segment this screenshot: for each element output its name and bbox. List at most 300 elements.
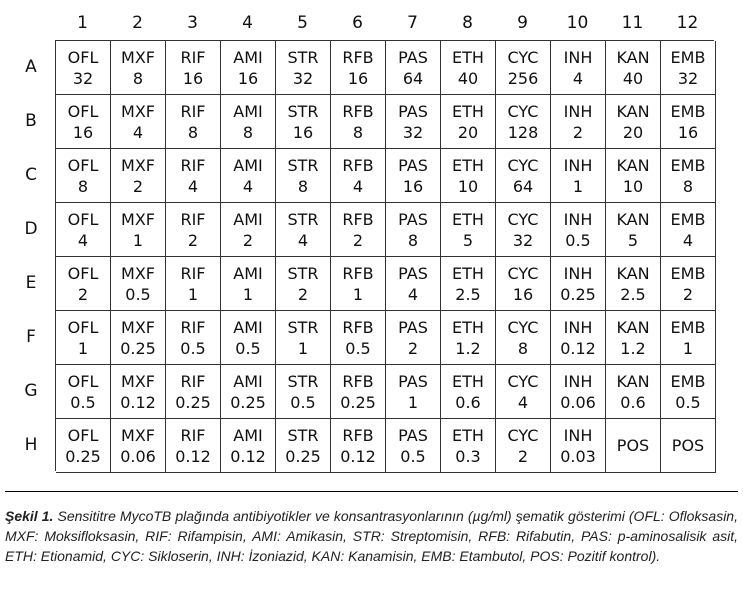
well-concentration: 4 <box>517 392 529 412</box>
well-concentration: 0.12 <box>230 446 266 466</box>
row-header-D: D <box>24 219 38 239</box>
well-drug: CYC <box>507 317 539 337</box>
well-concentration: 8 <box>682 176 694 196</box>
well-B7 <box>386 95 441 149</box>
well-concentration: 0.25 <box>65 446 101 466</box>
well-concentration: 4 <box>572 68 584 88</box>
well-drug: RFB <box>342 47 374 67</box>
well-B10 <box>551 95 606 149</box>
well-concentration: 4 <box>352 176 364 196</box>
well-drug: STR <box>287 47 319 67</box>
well-F4 <box>221 311 276 365</box>
well-concentration: 1 <box>682 338 694 358</box>
well-G10 <box>551 365 606 419</box>
well-drug: CYC <box>507 47 539 67</box>
well-concentration: 1 <box>242 284 254 304</box>
well-A12 <box>661 41 716 95</box>
well-drug: AMI <box>233 101 263 121</box>
column-header-row <box>55 10 715 36</box>
well-A9 <box>496 41 551 95</box>
well-drug: EMB <box>670 209 706 229</box>
well-concentration: 1 <box>132 230 144 250</box>
well-A3 <box>166 41 221 95</box>
well-drug: OFL <box>67 47 99 67</box>
well-drug: MXF <box>121 47 155 67</box>
well-concentration: 0.25 <box>560 284 596 304</box>
well-drug: AMI <box>233 371 263 391</box>
well-concentration: 16 <box>677 122 699 142</box>
well-drug: ETH <box>452 371 484 391</box>
well-D12 <box>661 203 716 257</box>
well-concentration: 4 <box>242 176 254 196</box>
well-H7 <box>386 419 441 473</box>
well-H12 <box>661 419 716 473</box>
well-A11 <box>606 41 661 95</box>
column-header-3: 3 <box>187 13 198 33</box>
well-drug: EMB <box>670 155 706 175</box>
well-F11 <box>606 311 661 365</box>
well-concentration: 2 <box>242 230 254 250</box>
well-concentration: 8 <box>242 122 254 142</box>
well-concentration: 32 <box>677 68 699 88</box>
well-drug: KAN <box>616 101 650 121</box>
row-header-G: G <box>24 381 38 401</box>
well-H6 <box>331 419 386 473</box>
well-A10 <box>551 41 606 95</box>
well-drug: EMB <box>670 371 706 391</box>
well-drug: OFL <box>67 371 99 391</box>
well-concentration: 20 <box>457 122 479 142</box>
well-E7 <box>386 257 441 311</box>
well-E12 <box>661 257 716 311</box>
well-C1 <box>56 149 111 203</box>
well-C2 <box>111 149 166 203</box>
well-drug: OFL <box>67 263 99 283</box>
well-concentration: 1.2 <box>455 338 481 358</box>
well-E4 <box>221 257 276 311</box>
column-header-4: 4 <box>242 13 253 33</box>
well-C4 <box>221 149 276 203</box>
well-drug: MXF <box>121 371 155 391</box>
well-drug: RIF <box>180 209 206 229</box>
well-drug: PAS <box>398 209 428 229</box>
well-D7 <box>386 203 441 257</box>
well-concentration: 4 <box>407 284 419 304</box>
well-D4 <box>221 203 276 257</box>
well-drug: PAS <box>398 317 428 337</box>
well-G7 <box>386 365 441 419</box>
well-drug: AMI <box>233 209 263 229</box>
well-drug: ETH <box>452 209 484 229</box>
well-G4 <box>221 365 276 419</box>
column-header-6: 6 <box>352 13 363 33</box>
well-G12 <box>661 365 716 419</box>
well-drug: CYC <box>507 371 539 391</box>
well-drug: RFB <box>342 317 374 337</box>
well-C6 <box>331 149 386 203</box>
well-E3 <box>166 257 221 311</box>
well-concentration: 2.5 <box>620 284 646 304</box>
well-G8 <box>441 365 496 419</box>
well-drug: STR <box>287 209 319 229</box>
plate-grid <box>55 40 714 471</box>
well-concentration: 0.6 <box>620 392 646 412</box>
well-drug: KAN <box>616 371 650 391</box>
column-header-10: 10 <box>566 13 589 33</box>
well-H10 <box>551 419 606 473</box>
well-concentration: 2 <box>517 446 529 466</box>
well-H4 <box>221 419 276 473</box>
well-concentration: 16 <box>512 284 534 304</box>
well-H3 <box>166 419 221 473</box>
well-drug: CYC <box>507 155 539 175</box>
well-concentration: 10 <box>457 176 479 196</box>
well-concentration: 0.12 <box>120 392 156 412</box>
well-concentration: 8 <box>352 122 364 142</box>
well-concentration: 0.5 <box>565 230 591 250</box>
well-B5 <box>276 95 331 149</box>
well-concentration: 16 <box>347 68 369 88</box>
well-concentration: 0.6 <box>455 392 481 412</box>
well-B4 <box>221 95 276 149</box>
well-concentration: 16 <box>402 176 424 196</box>
well-C9 <box>496 149 551 203</box>
well-D3 <box>166 203 221 257</box>
column-header-8: 8 <box>462 13 473 33</box>
well-C5 <box>276 149 331 203</box>
well-D11 <box>606 203 661 257</box>
well-concentration: 0.5 <box>675 392 701 412</box>
well-concentration: 0.5 <box>290 392 316 412</box>
well-drug: AMI <box>233 263 263 283</box>
well-F10 <box>551 311 606 365</box>
well-E11 <box>606 257 661 311</box>
well-B1 <box>56 95 111 149</box>
caption-label: Şekil 1. <box>5 508 54 524</box>
well-B9 <box>496 95 551 149</box>
well-drug: PAS <box>398 371 428 391</box>
well-concentration: 2 <box>187 230 199 250</box>
well-drug: ETH <box>452 317 484 337</box>
well-drug: MXF <box>121 209 155 229</box>
column-header-9: 9 <box>517 13 528 33</box>
well-A4 <box>221 41 276 95</box>
well-C7 <box>386 149 441 203</box>
row-header-B: B <box>25 111 37 131</box>
well-concentration: 0.12 <box>175 446 211 466</box>
well-drug: INH <box>563 155 593 175</box>
row-header-E: E <box>25 273 37 293</box>
well-F6 <box>331 311 386 365</box>
well-drug: INH <box>563 47 593 67</box>
well-concentration: 16 <box>237 68 259 88</box>
well-concentration: 0.25 <box>340 392 376 412</box>
well-drug: AMI <box>233 47 263 67</box>
well-drug: ETH <box>452 263 484 283</box>
well-concentration: 2 <box>352 230 364 250</box>
well-B2 <box>111 95 166 149</box>
well-concentration: 32 <box>72 68 94 88</box>
well-concentration: 20 <box>622 122 644 142</box>
well-concentration: 0.5 <box>235 338 261 358</box>
well-H5 <box>276 419 331 473</box>
well-concentration: 0.5 <box>400 446 426 466</box>
well-concentration: 32 <box>402 122 424 142</box>
well-concentration: 40 <box>622 68 644 88</box>
column-header-11: 11 <box>621 13 644 33</box>
well-concentration: 0.5 <box>180 338 206 358</box>
well-drug: RIF <box>180 47 206 67</box>
well-E10 <box>551 257 606 311</box>
well-drug: POS <box>616 436 650 455</box>
well-drug: KAN <box>616 263 650 283</box>
well-E8 <box>441 257 496 311</box>
well-concentration: 0.06 <box>120 446 156 466</box>
well-H11 <box>606 419 661 473</box>
well-concentration: 0.25 <box>230 392 266 412</box>
well-C12 <box>661 149 716 203</box>
well-concentration: 1 <box>407 392 419 412</box>
well-concentration: 16 <box>292 122 314 142</box>
well-A5 <box>276 41 331 95</box>
well-C10 <box>551 149 606 203</box>
well-drug: PAS <box>398 425 428 445</box>
well-drug: STR <box>287 371 319 391</box>
well-concentration: 1 <box>572 176 584 196</box>
well-drug: RIF <box>180 317 206 337</box>
well-drug: PAS <box>398 47 428 67</box>
well-drug: KAN <box>616 155 650 175</box>
well-drug: MXF <box>121 101 155 121</box>
well-E6 <box>331 257 386 311</box>
well-concentration: 0.12 <box>560 338 596 358</box>
well-drug: STR <box>287 425 319 445</box>
column-header-7: 7 <box>407 13 418 33</box>
well-D8 <box>441 203 496 257</box>
well-E1 <box>56 257 111 311</box>
well-concentration: 32 <box>512 230 534 250</box>
well-concentration: 256 <box>507 68 539 88</box>
well-drug: STR <box>287 317 319 337</box>
well-drug: INH <box>563 425 593 445</box>
well-drug: RIF <box>180 155 206 175</box>
well-D2 <box>111 203 166 257</box>
well-concentration: 128 <box>507 122 539 142</box>
well-drug: POS <box>671 436 705 455</box>
well-drug: AMI <box>233 425 263 445</box>
well-drug: RFB <box>342 101 374 121</box>
well-drug: RIF <box>180 263 206 283</box>
well-drug: INH <box>563 101 593 121</box>
well-F8 <box>441 311 496 365</box>
well-F2 <box>111 311 166 365</box>
row-header-A: A <box>25 57 37 77</box>
well-H2 <box>111 419 166 473</box>
well-concentration: 2 <box>77 284 89 304</box>
well-concentration: 2 <box>132 176 144 196</box>
well-B11 <box>606 95 661 149</box>
well-drug: ETH <box>452 425 484 445</box>
row-header-F: F <box>26 327 36 347</box>
well-concentration: 16 <box>72 122 94 142</box>
well-F5 <box>276 311 331 365</box>
well-drug: RFB <box>342 425 374 445</box>
row-header-column <box>14 40 48 472</box>
well-concentration: 8 <box>77 176 89 196</box>
well-drug: ETH <box>452 101 484 121</box>
well-A2 <box>111 41 166 95</box>
well-concentration: 8 <box>297 176 309 196</box>
well-drug: INH <box>563 263 593 283</box>
well-drug: KAN <box>616 317 650 337</box>
well-B6 <box>331 95 386 149</box>
well-drug: EMB <box>670 317 706 337</box>
column-header-1: 1 <box>77 13 88 33</box>
well-concentration: 64 <box>512 176 534 196</box>
well-D1 <box>56 203 111 257</box>
well-C8 <box>441 149 496 203</box>
well-D5 <box>276 203 331 257</box>
figure-caption <box>5 506 738 566</box>
well-drug: EMB <box>670 263 706 283</box>
well-drug: RFB <box>342 263 374 283</box>
well-concentration: 8 <box>132 68 144 88</box>
well-drug: INH <box>563 371 593 391</box>
well-drug: OFL <box>67 101 99 121</box>
well-concentration: 0.25 <box>285 446 321 466</box>
well-concentration: 4 <box>682 230 694 250</box>
well-A7 <box>386 41 441 95</box>
well-drug: MXF <box>121 263 155 283</box>
well-E9 <box>496 257 551 311</box>
well-E2 <box>111 257 166 311</box>
well-concentration: 4 <box>132 122 144 142</box>
well-concentration: 8 <box>517 338 529 358</box>
well-drug: INH <box>563 209 593 229</box>
well-drug: AMI <box>233 155 263 175</box>
well-concentration: 8 <box>187 122 199 142</box>
well-drug: MXF <box>121 425 155 445</box>
well-drug: STR <box>287 155 319 175</box>
well-drug: STR <box>287 101 319 121</box>
well-B8 <box>441 95 496 149</box>
well-G3 <box>166 365 221 419</box>
well-concentration: 40 <box>457 68 479 88</box>
well-drug: MXF <box>121 155 155 175</box>
well-drug: STR <box>287 263 319 283</box>
well-concentration: 2 <box>572 122 584 142</box>
well-drug: MXF <box>121 317 155 337</box>
well-F9 <box>496 311 551 365</box>
well-concentration: 4 <box>187 176 199 196</box>
well-G5 <box>276 365 331 419</box>
well-H8 <box>441 419 496 473</box>
well-drug: RFB <box>342 209 374 229</box>
well-D10 <box>551 203 606 257</box>
well-concentration: 0.5 <box>70 392 96 412</box>
well-G9 <box>496 365 551 419</box>
well-drug: KAN <box>616 209 650 229</box>
well-concentration: 10 <box>622 176 644 196</box>
well-B12 <box>661 95 716 149</box>
well-F12 <box>661 311 716 365</box>
well-concentration: 0.25 <box>175 392 211 412</box>
well-concentration: 0.03 <box>560 446 596 466</box>
well-concentration: 8 <box>407 230 419 250</box>
well-F3 <box>166 311 221 365</box>
well-concentration: 1 <box>77 338 89 358</box>
well-concentration: 0.5 <box>125 284 151 304</box>
well-drug: PAS <box>398 101 428 121</box>
well-concentration: 0.5 <box>345 338 371 358</box>
well-concentration: 0.3 <box>455 446 481 466</box>
well-drug: RFB <box>342 371 374 391</box>
well-A8 <box>441 41 496 95</box>
well-drug: PAS <box>398 263 428 283</box>
column-header-2: 2 <box>132 13 143 33</box>
well-concentration: 64 <box>402 68 424 88</box>
well-drug: CYC <box>507 425 539 445</box>
well-drug: RIF <box>180 371 206 391</box>
well-drug: PAS <box>398 155 428 175</box>
well-G2 <box>111 365 166 419</box>
well-concentration: 5 <box>627 230 639 250</box>
well-F1 <box>56 311 111 365</box>
well-C11 <box>606 149 661 203</box>
well-drug: EMB <box>670 101 706 121</box>
well-drug: ETH <box>452 47 484 67</box>
well-F7 <box>386 311 441 365</box>
column-header-5: 5 <box>297 13 308 33</box>
well-concentration: 4 <box>77 230 89 250</box>
well-concentration: 2 <box>682 284 694 304</box>
well-drug: AMI <box>233 317 263 337</box>
well-drug: CYC <box>507 263 539 283</box>
column-header-12: 12 <box>676 13 699 33</box>
well-A1 <box>56 41 111 95</box>
well-drug: INH <box>563 317 593 337</box>
well-concentration: 0.12 <box>340 446 376 466</box>
well-concentration: 0.25 <box>120 338 156 358</box>
well-B3 <box>166 95 221 149</box>
well-drug: CYC <box>507 101 539 121</box>
well-C3 <box>166 149 221 203</box>
well-concentration: 1 <box>352 284 364 304</box>
well-drug: OFL <box>67 209 99 229</box>
well-concentration: 1 <box>297 338 309 358</box>
well-concentration: 2 <box>297 284 309 304</box>
well-drug: OFL <box>67 155 99 175</box>
well-concentration: 16 <box>182 68 204 88</box>
well-H9 <box>496 419 551 473</box>
well-concentration: 4 <box>297 230 309 250</box>
well-drug: KAN <box>616 47 650 67</box>
well-drug: OFL <box>67 425 99 445</box>
well-concentration: 1.2 <box>620 338 646 358</box>
well-drug: CYC <box>507 209 539 229</box>
well-H1 <box>56 419 111 473</box>
well-drug: RFB <box>342 155 374 175</box>
well-E5 <box>276 257 331 311</box>
well-G1 <box>56 365 111 419</box>
well-concentration: 0.06 <box>560 392 596 412</box>
well-drug: ETH <box>452 155 484 175</box>
well-concentration: 5 <box>462 230 474 250</box>
well-G6 <box>331 365 386 419</box>
well-concentration: 2 <box>407 338 419 358</box>
well-drug: EMB <box>670 47 706 67</box>
well-drug: RIF <box>180 425 206 445</box>
